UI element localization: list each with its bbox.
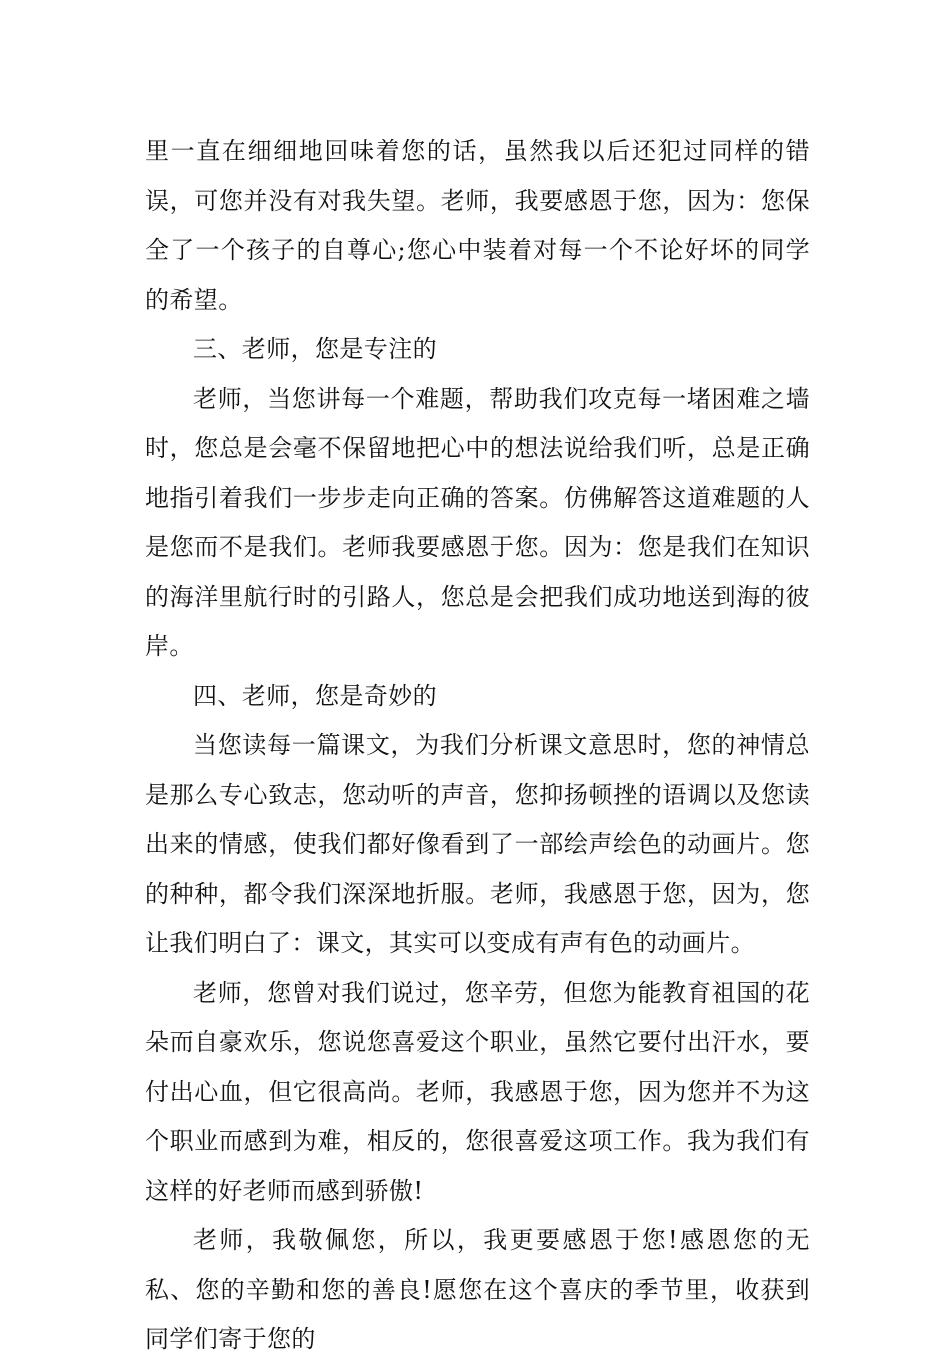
document-body — [145, 127, 810, 1365]
section-heading-4: 四、老师，您是奇妙的 — [193, 681, 437, 710]
paragraph-teacher-pride: 老师，您曾对我们说过，您辛劳，但您为能教育祖国的花朵而自豪欢乐，您说您喜爱这个职业，虽然它要付出汗水，要付出心血，但它很高尚。老师，我感恩于您，因为您并不为这个职业而感到为难，相反的，您很喜爱这项工作。我为我们有这样的好老师而感到骄傲! — [145, 978, 810, 1205]
section-heading-3: 三、老师，您是专注的 — [193, 335, 437, 363]
paragraph-gratitude: 老师，我敬佩您，所以，我更要感恩于您!感恩您的无私、您的辛勤和您的善良!愿您在这个喜庆的季节里，收获到同学们寄于您的 — [145, 1226, 810, 1353]
paragraph-wonderful-teacher: 当您读每一篇课文，为我们分析课文意思时，您的神情总是那么专心致志，您动听的声音，您抑扬顿挫的语调以及您读出来的情感，使我们都好像看到了一部绘声绘色的动画片。您的种种，都令我们深深地折服。老师，我感恩于您，因为，您让我们明白了：课文，其实可以变成有声有色的动画片。 — [145, 731, 810, 957]
paragraph-continuation: 里一直在细细地回味着您的话，虽然我以后还犯过同样的错误，可您并没有对我失望。老师，我要感恩于您，因为：您保全了一个孩子的自尊心;您心中装着对每一个不论好坏的同学的希望。 — [145, 137, 810, 314]
paragraph-focused-teacher: 老师，当您讲每一个难题，帮助我们攻克每一堵困难之墙时，您总是会毫不保留地把心中的想法说给我们听，总是正确地指引着我们一步步走向正确的答案。仿佛解答这道难题的人是您而不是我们。老师我要感恩于您。因为：您是我们在知识的海洋里航行时的引路人，您总是会把我们成功地送到海的彼岸。 — [145, 384, 810, 660]
